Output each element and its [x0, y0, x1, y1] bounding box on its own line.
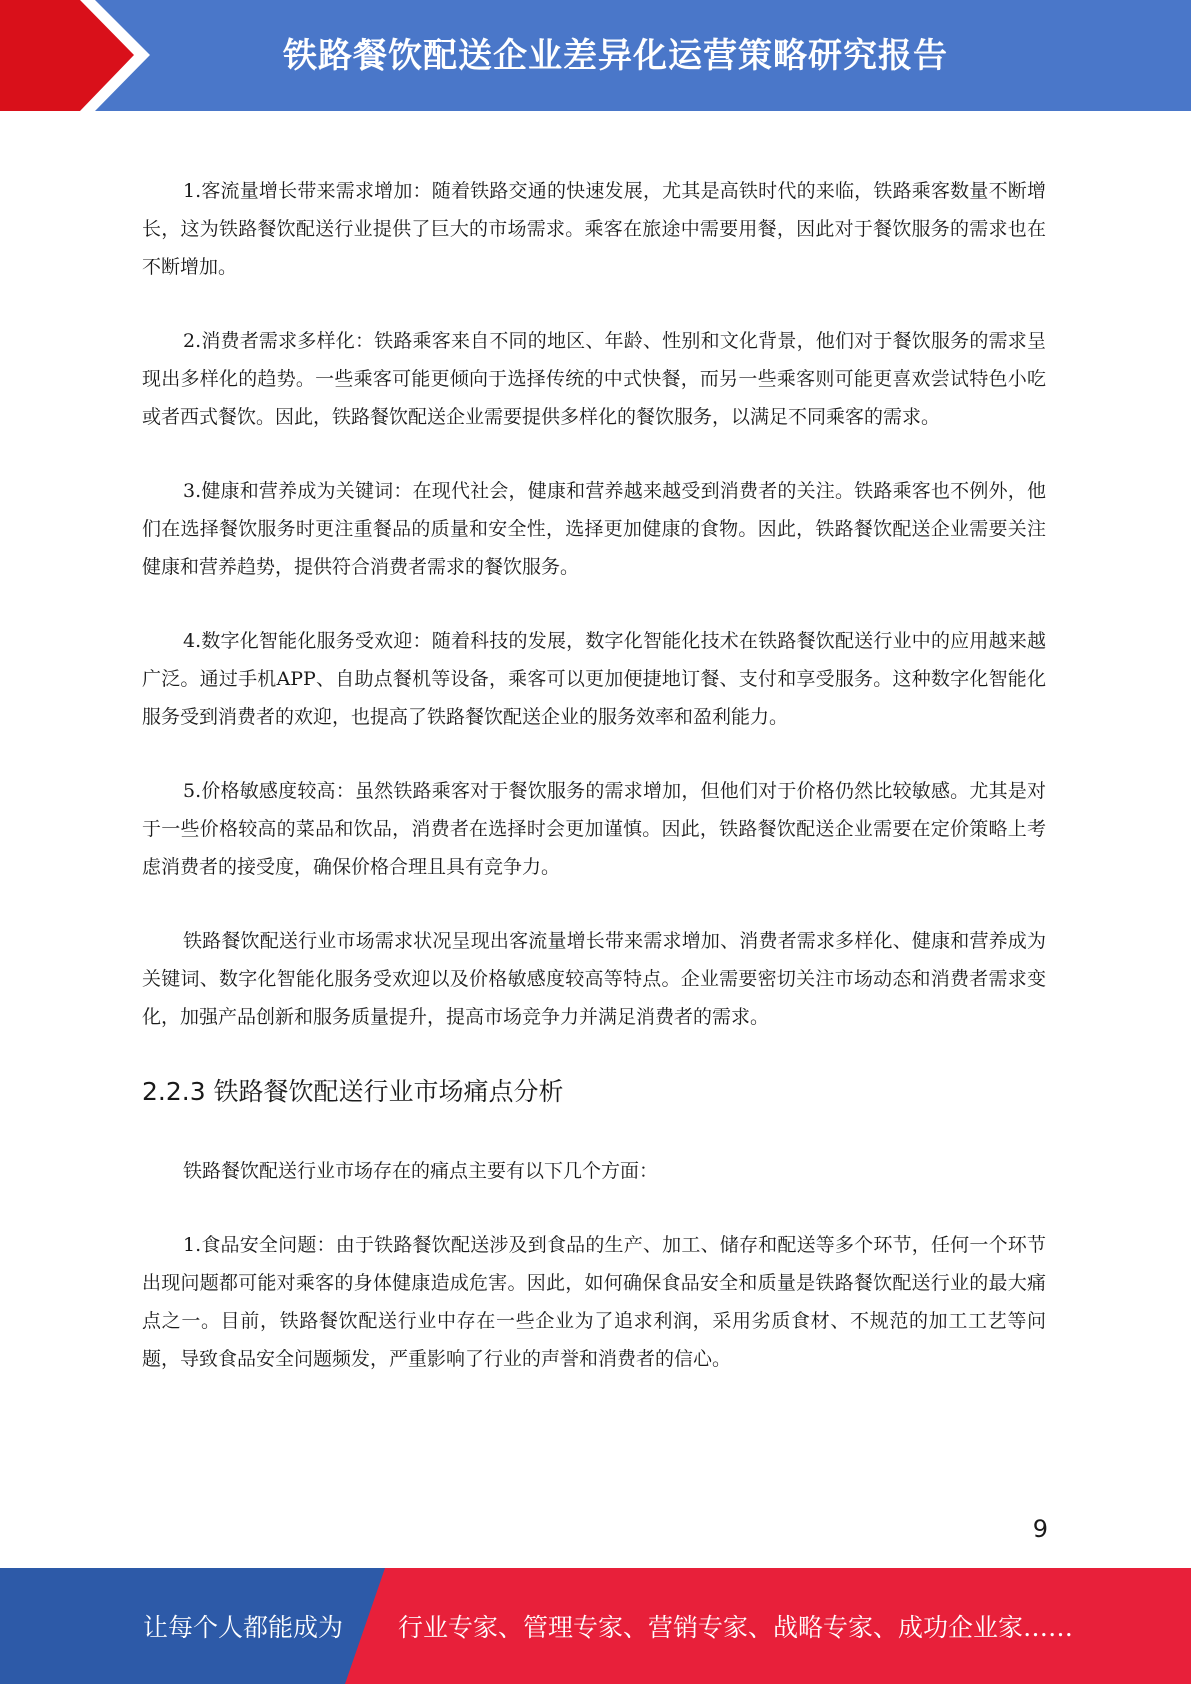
footer-slogan-left: 让每个人都能成为 [143, 1613, 344, 1642]
document-body [142, 172, 1046, 1414]
paragraph: 1.客流量增长带来需求增加：随着铁路交通的快速发展，尤其是高铁时代的来临，铁路乘客数量不断增长，这为铁路餐饮配送行业提供了巨大的市场需求。乘客在旅途中需要用餐，因此对于餐饮服务的需求也在不断增加。 [142, 180, 1046, 278]
paragraph: 4.数字化智能化服务受欢迎：随着科技的发展，数字化智能化技术在铁路餐饮配送行业中的应用越来越广泛。通过手机APP、自助点餐机等设备，乘客可以更加便捷地订餐、支付和享受服务。这种数字化智能化服务受到消费者的欢迎，也提高了铁路餐饮配送企业的服务效率和盈利能力。 [142, 630, 1046, 728]
footer-slogan-right: 行业专家、管理专家、营销专家、战略专家、成功企业家…… [398, 1613, 1074, 1642]
paragraph: 5.价格敏感度较高：虽然铁路乘客对于餐饮服务的需求增加，但他们对于价格仍然比较敏感。尤其是对于一些价格较高的菜品和饮品，消费者在选择时会更加谨慎。因此，铁路餐饮配送企业需要在定价策略上考虑消费者的接受度，确保价格合理且具有竞争力。 [142, 780, 1046, 878]
paragraph: 2.消费者需求多样化：铁路乘客来自不同的地区、年龄、性别和文化背景，他们对于餐饮服务的需求呈现出多样化的趋势。一些乘客可能更倾向于选择传统的中式快餐，而另一些乘客则可能更喜欢尝试特色小吃或者西式餐饮。因此，铁路餐饮配送企业需要提供多样化的餐饮服务，以满足不同乘客的需求。 [142, 330, 1046, 428]
paragraph: 3.健康和营养成为关键词：在现代社会，健康和营养越来越受到消费者的关注。铁路乘客也不例外，他们在选择餐饮服务时更注重餐品的质量和安全性，选择更加健康的食物。因此，铁路餐饮配送企业需要关注健康和营养趋势，提供符合消费者需求的餐饮服务。 [142, 480, 1046, 578]
paragraph: 铁路餐饮配送行业市场存在的痛点主要有以下几个方面： [183, 1160, 659, 1182]
paragraph: 1.食品安全问题：由于铁路餐饮配送涉及到食品的生产、加工、储存和配送等多个环节，任何一个环节出现问题都可能对乘客的身体健康造成危害。因此，如何确保食品安全和质量是铁路餐饮配送行业的最大痛点之一。目前，铁路餐饮配送行业中存在一些企业为了追求利润，采用劣质食材、不规范的加工工艺等问题，导致食品安全问题频发，严重影响了行业的声誉和消费者的信心。 [142, 1234, 1046, 1370]
header-title: 铁路餐饮配送企业差异化运营策略研究报告 [283, 35, 948, 76]
paragraph: 铁路餐饮配送行业市场需求状况呈现出客流量增长带来需求增加、消费者需求多样化、健康和营养成为关键词、数字化智能化服务受欢迎以及价格敏感度较高等特点。企业需要密切关注市场动态和消费者需求变化，加强产品创新和服务质量提升，提高市场竞争力并满足消费者的需求。 [142, 930, 1046, 1028]
page-footer [0, 1568, 1191, 1684]
section-heading: 2.2.3 铁路餐饮配送行业市场痛点分析 [142, 1077, 564, 1106]
page-header [0, 0, 1191, 111]
page-number: 9 [1032, 1515, 1048, 1543]
